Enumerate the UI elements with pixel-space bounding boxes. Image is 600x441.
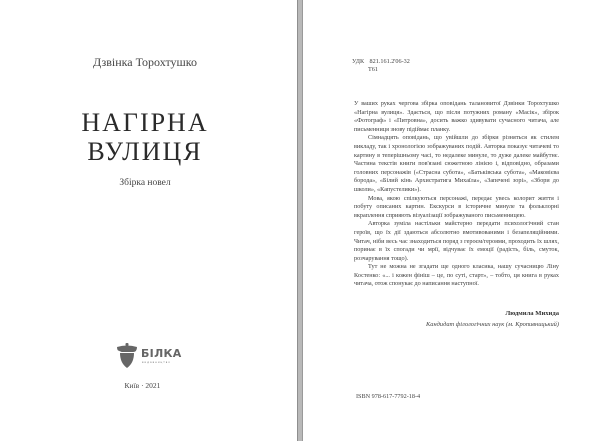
book-subtitle: Збірка новел xyxy=(119,178,171,188)
acorn-icon xyxy=(116,343,138,369)
paragraph: Мова, якою спілкуються персонажі, передає увесь колорит життя і побуту описаних картин. Екскурси в історичне минуле та фольклорні вкраплення сприяють візуалізації зображуваного письменницею. xyxy=(354,194,559,219)
book-title xyxy=(0,108,290,166)
udk-label: УДК xyxy=(352,58,365,65)
left-page xyxy=(0,0,297,441)
publisher-name: БІЛКА xyxy=(141,347,182,360)
annotation-text xyxy=(354,100,559,289)
publisher-logo xyxy=(116,343,186,371)
udk-code: 821.161.2'06-32 xyxy=(369,58,410,65)
city-year: Київ · 2021 xyxy=(124,381,161,390)
signature-name: Людмила Михида xyxy=(505,310,559,317)
author-sign: Т61 xyxy=(368,66,378,73)
paragraph: У ваших руках чергова збірка оповідань талановитої Дзвінки Торохтушко «Нагірна вулиця». Здається, що після потужних роману «Масік», збірок «Фотограф» і «Питровна», досить важко здивувати сучасного читача, але письменниця знову підіймає планку. xyxy=(354,100,559,133)
signature-role: Кандидат філологічних наук (м. Кропивницький) xyxy=(426,321,559,328)
title-line-2: ВУЛИЦЯ xyxy=(87,137,203,166)
paragraph: Тут не можна не згадати ще одного класика, нашу сучасницю Ліну Костенко: «... і кожен фініш – це, по суті, старт», – тобто, ця книга в руках читача, отож спонукає до написання наступної. xyxy=(354,263,559,288)
paragraph: Сімнадцять оповідань, що увійшли до збірки різняться як стилем викладу, так і хронологією зображуваних подій. Авторка показує читачеві то картину в теперішньому часі, то недалеке минуле, то дуже далеке майбутнє. Частина текстів книги пов'язані сюжетною лінією і, відповідно, образами головних персонажів («Страсна субота», «Батьківська субота», «Маковієва борода», «Білий кінь Архистратига Михаїла», «Запечені зорі», «Збори до школи», «Капустелики»). xyxy=(354,134,559,193)
publisher-tagline: видавництво xyxy=(142,361,171,364)
udk-block xyxy=(352,58,410,74)
paragraph: Авторка зуміла настільки майстерно передати психологічний стан героїв, що їх дії здаються абсолютно вмотивованими і безапеляційними. Читач, ніби весь час знаходиться поряд з героєм/героями, проходить їх шлях, поринає в їх спогади чи мрії, відчуває їх емоції (радість, біль, смуток, розчарування тощо). xyxy=(354,220,559,262)
isbn: ISBN 978-617-7792-18-4 xyxy=(356,393,421,400)
book-author: Дзвінка Торохтушко xyxy=(93,55,197,69)
title-line-1: НАГІРНА xyxy=(81,108,209,137)
